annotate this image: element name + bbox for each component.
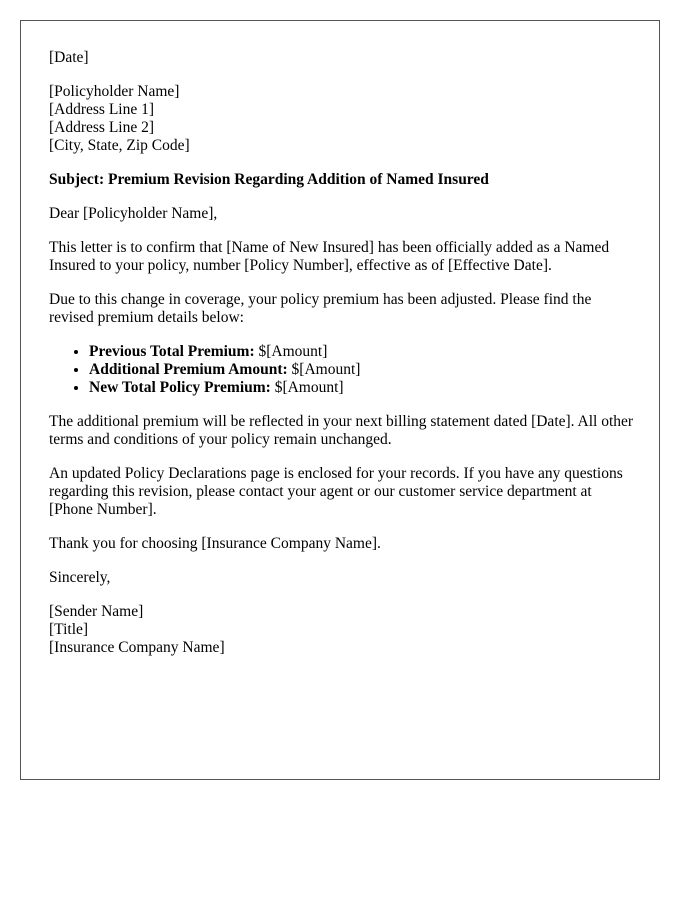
city-state-zip: [City, State, Zip Code] (49, 137, 190, 154)
premium-label: New Total Policy Premium: (89, 379, 271, 396)
premium-value: $[Amount] (270, 379, 344, 396)
premium-details-list (49, 343, 639, 397)
subject-line: Subject: Premium Revision Regarding Addition of Named Insured (49, 171, 489, 188)
recipient-address (49, 83, 639, 155)
list-item (89, 379, 639, 397)
letter-body (49, 49, 639, 673)
closing: Sincerely, (49, 569, 111, 586)
salutation: Dear [Policyholder Name], (49, 205, 218, 222)
paragraph-thank-you: Thank you for choosing [Insurance Company Name]. (49, 535, 381, 552)
address-line-1: [Address Line 1] (49, 101, 155, 118)
premium-label: Previous Total Premium: (89, 343, 255, 360)
list-item (89, 361, 639, 379)
address-line-2: [Address Line 2] (49, 119, 155, 136)
letter-date: [Date] (49, 49, 89, 66)
paragraph-premium-adjusted: Due to this change in coverage, your policy premium has been adjusted. Please find the revised premium details below: (49, 291, 592, 326)
sender-title: [Title] (49, 621, 89, 638)
letter-page (20, 20, 660, 780)
sender-company: [Insurance Company Name] (49, 639, 225, 656)
premium-value: $[Amount] (287, 361, 361, 378)
sender-name: [Sender Name] (49, 603, 144, 620)
premium-value: $[Amount] (254, 343, 328, 360)
recipient-name: [Policyholder Name] (49, 83, 180, 100)
paragraph-declarations: An updated Policy Declarations page is enclosed for your records. If you have any questions regarding this revision, please contact your agent or our customer service department at [Phone Number]. (49, 465, 623, 518)
premium-label: Additional Premium Amount: (89, 361, 288, 378)
signature-block (49, 603, 639, 657)
paragraph-billing: The additional premium will be reflected in your next billing statement dated [Date]. All other terms and conditions of your policy remain unchanged. (49, 413, 634, 448)
list-item (89, 343, 639, 361)
paragraph-confirmation: This letter is to confirm that [Name of New Insured] has been officially added as a Named Insured to your policy, number [Policy Number], effective as of [Effective Date]. (49, 239, 610, 274)
